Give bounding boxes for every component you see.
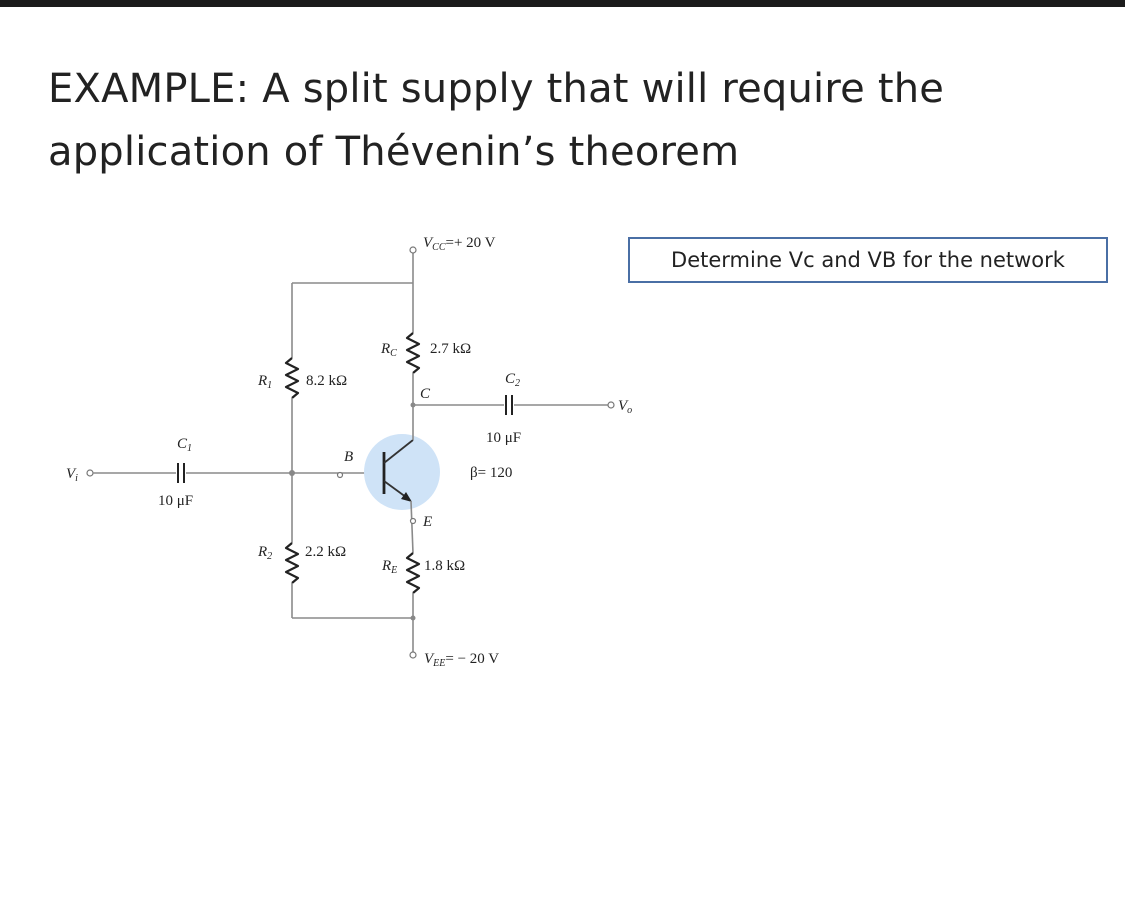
title-line-2: application of Thévenin’s theorem [48,129,740,175]
r1-name: $R_1$ [258,373,273,391]
r1-resistor [286,358,298,398]
rc-resistor [407,333,419,373]
vee-terminal [410,652,416,658]
base-junction [289,470,295,476]
vo-label: $V_o$ [618,398,633,416]
c1-value: 10 μF [158,493,194,509]
r1-value: 8.2 kΩ [306,373,348,389]
b-node-terminal [338,473,343,478]
bottom-junction [411,616,416,621]
rc-value: 2.7 kΩ [430,341,472,357]
vcc-terminal [410,247,416,253]
re-name: $R_E$ [382,558,398,576]
re-resistor [407,553,419,593]
title-line-1: EXAMPLE: A split supply that will require the [48,66,945,112]
node-b-label: B [344,449,354,465]
c2-value: 10 μF [486,430,522,446]
c2-name: $C_2$ [505,371,521,389]
vo-terminal [608,402,614,408]
e-node-terminal [411,519,416,524]
re-value: 1.8 kΩ [424,558,466,574]
vi-terminal [87,470,93,476]
c1-name: $C_1$ [177,436,193,454]
r2-value: 2.2 kΩ [305,544,347,560]
beta-label: β= 120 [470,465,513,481]
task-box: Determine Vc and VB for the network [628,237,1108,283]
node-e-label: E [423,514,433,530]
r2-name: $R_2$ [258,544,273,562]
vi-label: $V_i$ [66,466,78,484]
rc-name: $R_C$ [381,341,397,359]
emitter-wire [411,501,413,553]
node-c-label: C [420,386,431,402]
vee-label: $V_{EE}= - 20$ V [424,651,500,669]
vcc-label: $V_{CC}=+ 20$ V [423,235,496,253]
r2-resistor [286,543,298,583]
